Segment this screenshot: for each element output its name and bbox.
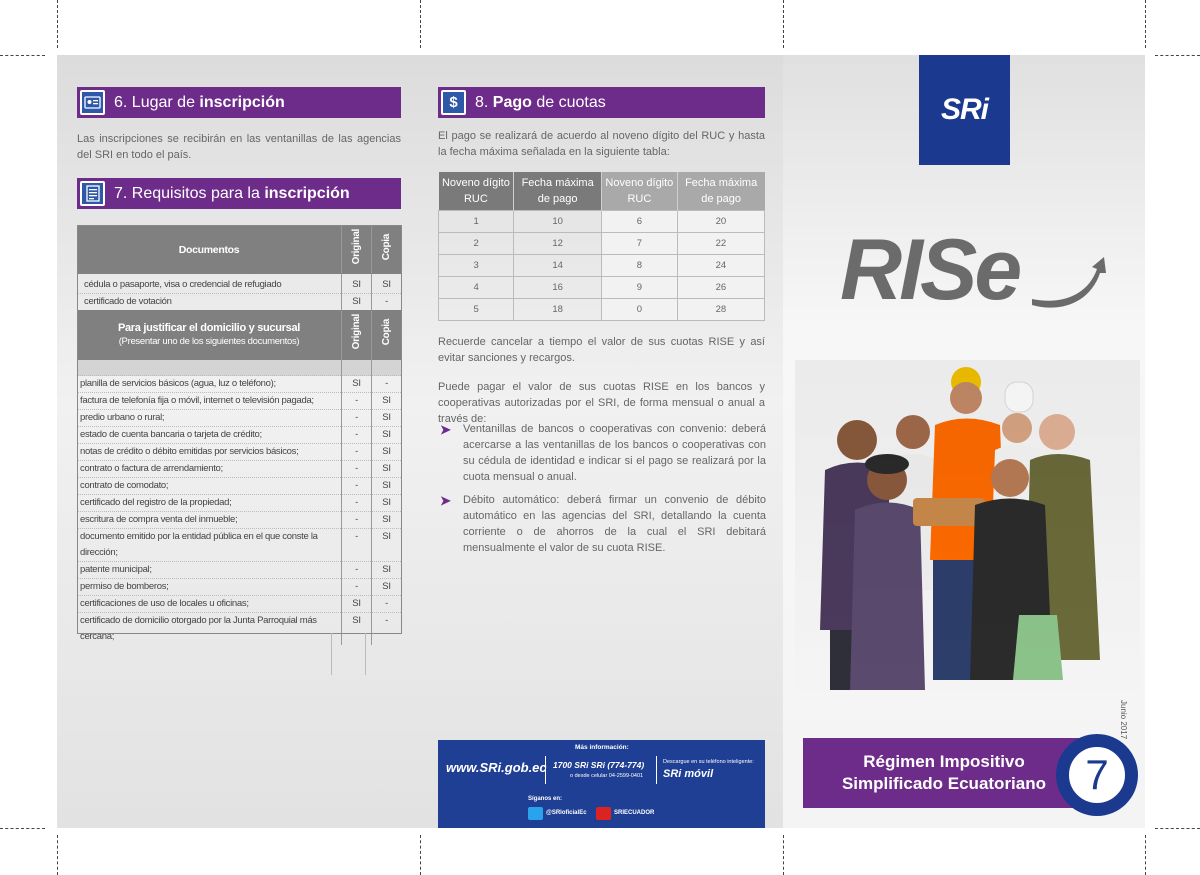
header-copia-2: Copia xyxy=(380,318,392,346)
section-7-header xyxy=(77,178,401,209)
dollar-icon: $ xyxy=(441,90,466,115)
pay-info-text: Puede pagar el valor de sus cuotas RISE en los bancos y cooperativas autorizadas por el SRI, de forma mensual o anual a través de: xyxy=(438,381,765,425)
youtube-icon[interactable] xyxy=(596,807,611,820)
table-row: certificado del registro de la propiedad; - SI xyxy=(77,495,401,512)
bullet-debito: ➤ Débito automático: deberá firmar un convenio de débito automático en las agencias del SRI, detallando la cuenta corriente o de ahorros de la cual el SRI debitará mensualmente el valor de su cuota RISE. xyxy=(440,493,766,554)
phone-number: 1700 SRi SRi (774-774) xyxy=(553,760,645,770)
mas-informacion: Más información: xyxy=(575,744,629,751)
reminder-text: Recuerde cancelar a tiempo el valor de sus cuotas RISE y así evitar sanciones y recargos. xyxy=(438,336,765,364)
table-row: notas de crédito o débito emitidas por servicios básicos; - SI xyxy=(77,444,401,461)
section-8-title: 8. Pago de cuotas xyxy=(475,93,606,111)
table-row: 1 10 6 20 xyxy=(439,211,765,233)
header-original-2: Original xyxy=(350,314,362,350)
table-row: 3 14 8 24 xyxy=(439,255,765,277)
arrow-icon: ➤ xyxy=(440,422,451,437)
divider xyxy=(331,633,332,675)
table-row: escritura de compra venta del inmueble; - SI xyxy=(77,512,401,529)
regimen-banner xyxy=(803,738,1085,808)
twitter-handle[interactable]: @SRIoficialEc xyxy=(546,810,587,816)
divider xyxy=(365,633,366,675)
regimen-line-1: Régimen Impositivo xyxy=(863,752,1025,771)
table-row: contrato de comodato; - SI xyxy=(77,478,401,495)
issue-number: 7 xyxy=(1065,743,1129,807)
header-original: Original xyxy=(350,229,362,265)
domicilio-header xyxy=(77,310,401,359)
header-documentos: Documentos xyxy=(77,225,342,274)
table-row: certificaciones de uso de locales u oficinas; SI - xyxy=(77,596,401,613)
table-row: certificado de votación SI - xyxy=(77,294,401,311)
app-text: Descargue en su teléfono inteligente: xyxy=(663,759,754,765)
section-7-title: 7. Requisitos para la inscripción xyxy=(114,184,350,202)
domicilio-title: Para justificar el domicilio y sucursal xyxy=(117,322,301,335)
table-row: planilla de servicios básicos (agua, luz o teléfono); SI - xyxy=(77,376,401,393)
sri-logo: SRi xyxy=(919,55,1010,165)
phone-alt: o desde celular 04-2599-0401 xyxy=(570,773,644,779)
siguenos: Síganos en: xyxy=(528,796,563,802)
table-row: factura de telefonía fija o móvil, internet o televisión pagada; - SI xyxy=(77,393,401,410)
section-6-title: 6. Lugar de inscripción xyxy=(114,93,285,111)
youtube-channel[interactable]: SRIECUADOR xyxy=(614,810,655,816)
table-row: 2 12 7 22 xyxy=(439,233,765,255)
section-8-intro: El pago se realizará de acuerdo al noveno dígito del RUC y hasta la fecha máxima señalada en la siguiente tabla: xyxy=(438,130,765,158)
requirements-table xyxy=(77,225,401,645)
edition-date: Junio 2017 xyxy=(1119,700,1128,740)
workers-group-photo xyxy=(795,360,1140,705)
header-copia: Copia xyxy=(380,233,392,260)
table-row: predio urbano o rural; - SI xyxy=(77,410,401,427)
rise-logo: RISe xyxy=(840,225,1110,320)
section-8-header xyxy=(438,87,765,118)
payment-header: Noveno dígito RUC Fecha máxima de pago Noveno dígito RUC Fecha máxima de pago xyxy=(439,172,765,211)
arrow-icon: ➤ xyxy=(440,493,451,508)
payment-table xyxy=(438,172,765,321)
table-row: estado de cuenta bancaria o tarjeta de crédito; - SI xyxy=(77,427,401,444)
bullet-ventanillas: ➤ Ventanillas de bancos o cooperativas con convenio: deberá acercarse a las ventanillas de los bancos o cooperativas con su cédula de identidad e indicar si el pago se realizará por la cuota mensual o anual. xyxy=(440,422,766,483)
table-row: patente municipal; - SI xyxy=(77,562,401,579)
table-row: 4 16 9 26 xyxy=(439,277,765,299)
twitter-icon[interactable] xyxy=(528,807,543,820)
domicilio-subtitle: (Presentar uno de los siguientes documentos) xyxy=(118,336,300,348)
contact-footer xyxy=(438,740,765,828)
section-6-header xyxy=(77,87,401,118)
table-row: documento emitido por la entidad pública en el que conste la dirección; - SI xyxy=(77,529,401,562)
requirements-header xyxy=(77,225,401,274)
document-list-icon xyxy=(80,181,105,206)
table-row: contrato o factura de arrendamiento; - SI xyxy=(77,461,401,478)
issue-number-badge xyxy=(1056,734,1138,816)
table-row: 5 18 0 28 xyxy=(439,299,765,321)
divider xyxy=(656,756,657,784)
regimen-line-2: Simplificado Ecuatoriano xyxy=(841,774,1047,793)
table-row: cédula o pasaporte, visa o credencial de refugiado SI SI xyxy=(77,277,401,294)
table-row: certificado de domicilio otorgado por la Junta Parroquial más cercana; SI - xyxy=(77,613,401,646)
section-6-text: Las inscripciones se recibirán en las ventanillas de las agencias del SRI en todo el país. xyxy=(77,133,401,161)
website-link[interactable]: www.SRi.gob.ec xyxy=(446,760,547,775)
table-row: permiso de bomberos; - SI xyxy=(77,579,401,596)
id-card-icon xyxy=(80,90,105,115)
app-name: SRi móvil xyxy=(663,768,714,780)
divider xyxy=(545,756,546,784)
